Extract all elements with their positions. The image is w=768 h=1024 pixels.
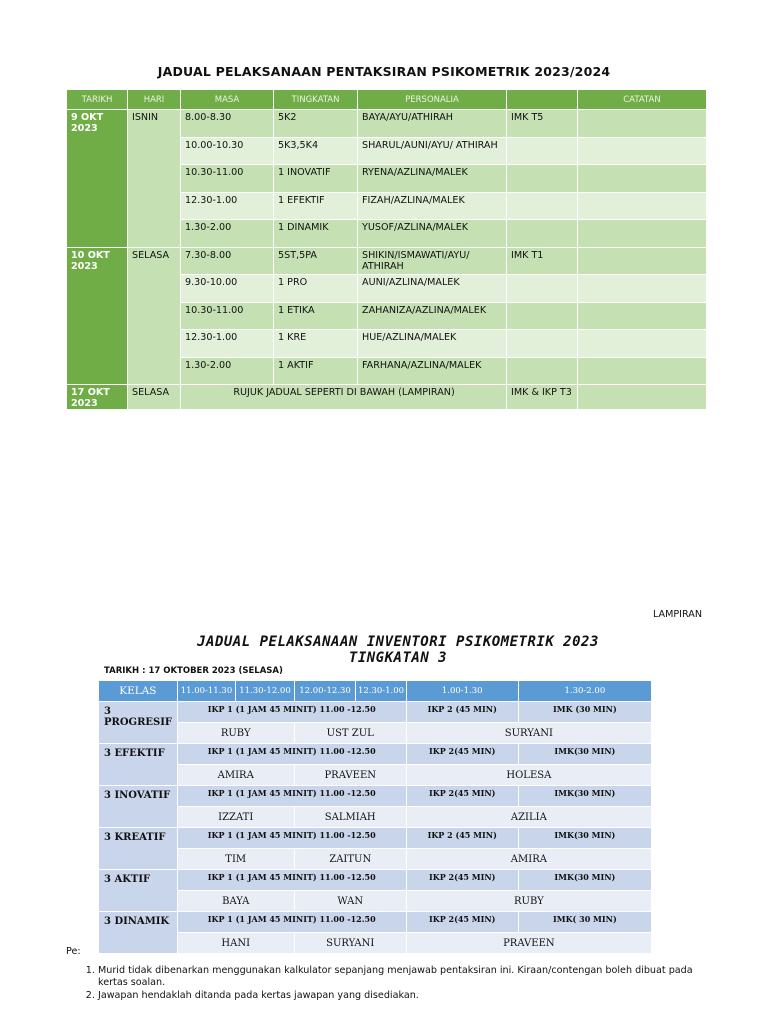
note-item: 1. Murid tidak dibenarkan menggunakan kalkulator sepanjang menjawab pentaksiran ini. Kiraan/contengan boleh dibuat pada kertas soalan. (98, 965, 706, 989)
date-cell: 17 OKT 2023 (67, 385, 128, 410)
imk-cell: IMK(30 MIN) (518, 828, 651, 849)
day-cell: ISNIN (128, 110, 181, 248)
personalia-cell: FIZAH/AZLINA/MALEK (358, 192, 507, 220)
lampiran-label: LAMPIRAN (652, 609, 702, 620)
tingkatan-cell: 1 KRE (274, 330, 358, 358)
personalia-cell: HUE/AZLINA/MALEK (358, 330, 507, 358)
header-tingkatan: TINGKATAN (274, 90, 358, 110)
table-row (67, 110, 707, 138)
lampiran-header-slot: 1.30-2.00 (518, 681, 651, 702)
table-row-last (67, 385, 707, 410)
notes-list (66, 965, 706, 1003)
masa-cell: 10.30-11.00 (181, 165, 274, 193)
catatan-cell (578, 357, 707, 385)
extra-cell (507, 357, 578, 385)
header-hari: HARI (128, 90, 181, 110)
personalia-cell: ZAHANIZA/AZLINA/MALEK (358, 302, 507, 330)
teacher-cell: RUBY (406, 891, 651, 912)
date-cell: 10 OKT 2023 (67, 247, 128, 385)
masa-cell: 9.30-10.00 (181, 275, 274, 303)
teacher-cell: AMIRA (177, 765, 294, 786)
personalia-cell: RYENA/AZLINA/MALEK (358, 165, 507, 193)
table-row (67, 247, 707, 275)
tingkatan-cell: 1 INOVATIF (274, 165, 358, 193)
tingkatan-cell: 5K3,5K4 (274, 137, 358, 165)
header-tarikh: TARIKH (67, 90, 128, 110)
masa-cell: 12.30-1.00 (181, 330, 274, 358)
ikp1-cell: IKP 1 (1 JAM 45 MINIT) 11.00 -12.50 (177, 702, 406, 723)
lampiran-row (99, 912, 652, 933)
extra-cell (507, 137, 578, 165)
lampiran-image (98, 626, 658, 949)
masa-cell: 12.30-1.00 (181, 192, 274, 220)
extra-cell (507, 275, 578, 303)
ikp2-cell: IKP 2(45 MIN) (406, 744, 518, 765)
schedule-table (66, 89, 707, 410)
teacher-cell: TIM (177, 849, 294, 870)
ikp2-cell: IKP 2(45 MIN) (406, 786, 518, 807)
lampiran-row (99, 828, 652, 849)
lampiran-header-row (99, 681, 652, 702)
lampiran-header-slot: 12.30-1.00 (356, 681, 406, 702)
header-catatan: CATATAN (578, 90, 707, 110)
teacher-cell: ZAITUN (294, 849, 406, 870)
lampiran-row (99, 933, 652, 954)
date-cell: 9 OKT 2023 (67, 110, 128, 248)
catatan-cell (578, 192, 707, 220)
kelas-cell: 3 AKTIF (99, 870, 178, 912)
lampiran-row (99, 723, 652, 744)
schedule-body (67, 110, 707, 410)
masa-cell: 1.30-2.00 (181, 220, 274, 248)
rujuk-cell: RUJUK JADUAL SEPERTI DI BAWAH (LAMPIRAN) (181, 385, 507, 410)
teacher-cell: HANI (177, 933, 294, 954)
tingkatan-cell: 5ST,5PA (274, 247, 358, 275)
personalia-cell: SHIKIN/ISMAWATI/AYU/ ATHIRAH (358, 247, 507, 275)
imk-cell: IMK (30 MIN) (518, 702, 651, 723)
lampiran-row (99, 870, 652, 891)
header-blank (507, 90, 578, 110)
notes-heading: Pe: (66, 946, 81, 957)
kelas-cell: 3 INOVATIF (99, 786, 178, 828)
extra-cell (507, 192, 578, 220)
day-cell: SELASA (128, 385, 181, 410)
day-cell: SELASA (128, 247, 181, 385)
teacher-cell: SURYANI (294, 933, 406, 954)
imk-cell: IMK(30 MIN) (518, 786, 651, 807)
kelas-cell: 3 DINAMIK (99, 912, 178, 954)
ikp2-cell: IKP 2 (45 MIN) (406, 702, 518, 723)
teacher-cell: SURYANI (406, 723, 651, 744)
teacher-cell: AZILIA (406, 807, 651, 828)
lampiran-table (98, 680, 652, 954)
lampiran-row (99, 807, 652, 828)
personalia-cell: YUSOF/AZLINA/MALEK (358, 220, 507, 248)
tingkatan-cell: 1 PRO (274, 275, 358, 303)
tingkatan-cell: 5K2 (274, 110, 358, 138)
ikp2-cell: IKP 2(45 MIN) (406, 870, 518, 891)
ikp2-cell: IKP 2(45 MIN) (406, 912, 518, 933)
ikp1-cell: IKP 1 (1 JAM 45 MINIT) 11.00 -12.50 (177, 912, 406, 933)
note-item: 2. Jawapan hendaklah ditanda pada kertas jawapan yang disediakan. (98, 990, 706, 1002)
extra-cell (507, 330, 578, 358)
catatan-cell (578, 330, 707, 358)
teacher-cell: BAYA (177, 891, 294, 912)
lampiran-header-slot: 1.00-1.30 (406, 681, 518, 702)
catatan-cell (578, 137, 707, 165)
teacher-cell: AMIRA (406, 849, 651, 870)
ikp1-cell: IKP 1 (1 JAM 45 MINIT) 11.00 -12.50 (177, 828, 406, 849)
lampiran-row (99, 744, 652, 765)
personalia-cell: AUNI/AZLINA/MALEK (358, 275, 507, 303)
lampiran-header-slot: 11.00-11.30 (177, 681, 236, 702)
lampiran-date: TARIKH : 17 OKTOBER 2023 (SELASA) (104, 666, 283, 676)
lampiran-title: JADUAL PELAKSANAAN INVENTORI PSIKOMETRIK 2023 (197, 634, 599, 650)
personalia-cell: FARHANA/AZLINA/MALEK (358, 357, 507, 385)
teacher-cell: SALMIAH (294, 807, 406, 828)
masa-cell: 10.00-10.30 (181, 137, 274, 165)
masa-cell: 1.30-2.00 (181, 357, 274, 385)
personalia-cell: SHARUL/AUNI/AYU/ ATHIRAH (358, 137, 507, 165)
lampiran-row (99, 765, 652, 786)
masa-cell: 10.30-11.00 (181, 302, 274, 330)
lampiran-header-slot: 11.30-12.00 (236, 681, 295, 702)
ikp1-cell: IKP 1 (1 JAM 45 MINIT) 11.00 -12.50 (177, 786, 406, 807)
header-personalia: PERSONALIA (358, 90, 507, 110)
kelas-cell: 3 PROGRESIF (99, 702, 178, 744)
catatan-cell (578, 385, 707, 410)
lampiran-row (99, 786, 652, 807)
teacher-cell: PRAVEEN (406, 933, 651, 954)
catatan-cell (578, 110, 707, 138)
teacher-cell: IZZATI (177, 807, 294, 828)
teacher-cell: RUBY (177, 723, 294, 744)
tingkatan-cell: 1 AKTIF (274, 357, 358, 385)
kelas-cell: 3 KREATIF (99, 828, 178, 870)
document-title: JADUAL PELAKSANAAN PENTAKSIRAN PSIKOMETRIK 2023/2024 (157, 64, 611, 79)
schedule-header-row (67, 90, 707, 110)
teacher-cell: WAN (294, 891, 406, 912)
personalia-cell: BAYA/AYU/ATHIRAH (358, 110, 507, 138)
imk-cell: IMK(30 MIN) (518, 870, 651, 891)
lampiran-row (99, 849, 652, 870)
ikp1-cell: IKP 1 (1 JAM 45 MINIT) 11.00 -12.50 (177, 744, 406, 765)
catatan-cell (578, 275, 707, 303)
masa-cell: 7.30-8.00 (181, 247, 274, 275)
lampiran-header-slot: 12.00-12.30 (294, 681, 356, 702)
tingkatan-cell: 1 DINAMIK (274, 220, 358, 248)
teacher-cell: PRAVEEN (294, 765, 406, 786)
extra-cell (507, 220, 578, 248)
lampiran-header-kelas: KELAS (99, 681, 178, 702)
header-masa: MASA (181, 90, 274, 110)
extra-cell: IMK & IKP T3 (507, 385, 578, 410)
extra-cell: IMK T5 (507, 110, 578, 138)
imk-cell: IMK( 30 MIN) (518, 912, 651, 933)
lampiran-row (99, 891, 652, 912)
catatan-cell (578, 247, 707, 275)
tingkatan-cell: 1 ETIKA (274, 302, 358, 330)
catatan-cell (578, 302, 707, 330)
kelas-cell: 3 EFEKTIF (99, 744, 178, 786)
extra-cell: IMK T1 (507, 247, 578, 275)
lampiran-body (99, 702, 652, 954)
lampiran-subtitle: TINGKATAN 3 (348, 650, 448, 666)
ikp2-cell: IKP 2 (45 MIN) (406, 828, 518, 849)
extra-cell (507, 302, 578, 330)
ikp1-cell: IKP 1 (1 JAM 45 MINIT) 11.00 -12.50 (177, 870, 406, 891)
teacher-cell: HOLESA (406, 765, 651, 786)
imk-cell: IMK(30 MIN) (518, 744, 651, 765)
tingkatan-cell: 1 EFEKTIF (274, 192, 358, 220)
lampiran-row (99, 702, 652, 723)
catatan-cell (578, 165, 707, 193)
masa-cell: 8.00-8.30 (181, 110, 274, 138)
extra-cell (507, 165, 578, 193)
catatan-cell (578, 220, 707, 248)
teacher-cell: UST ZUL (294, 723, 406, 744)
